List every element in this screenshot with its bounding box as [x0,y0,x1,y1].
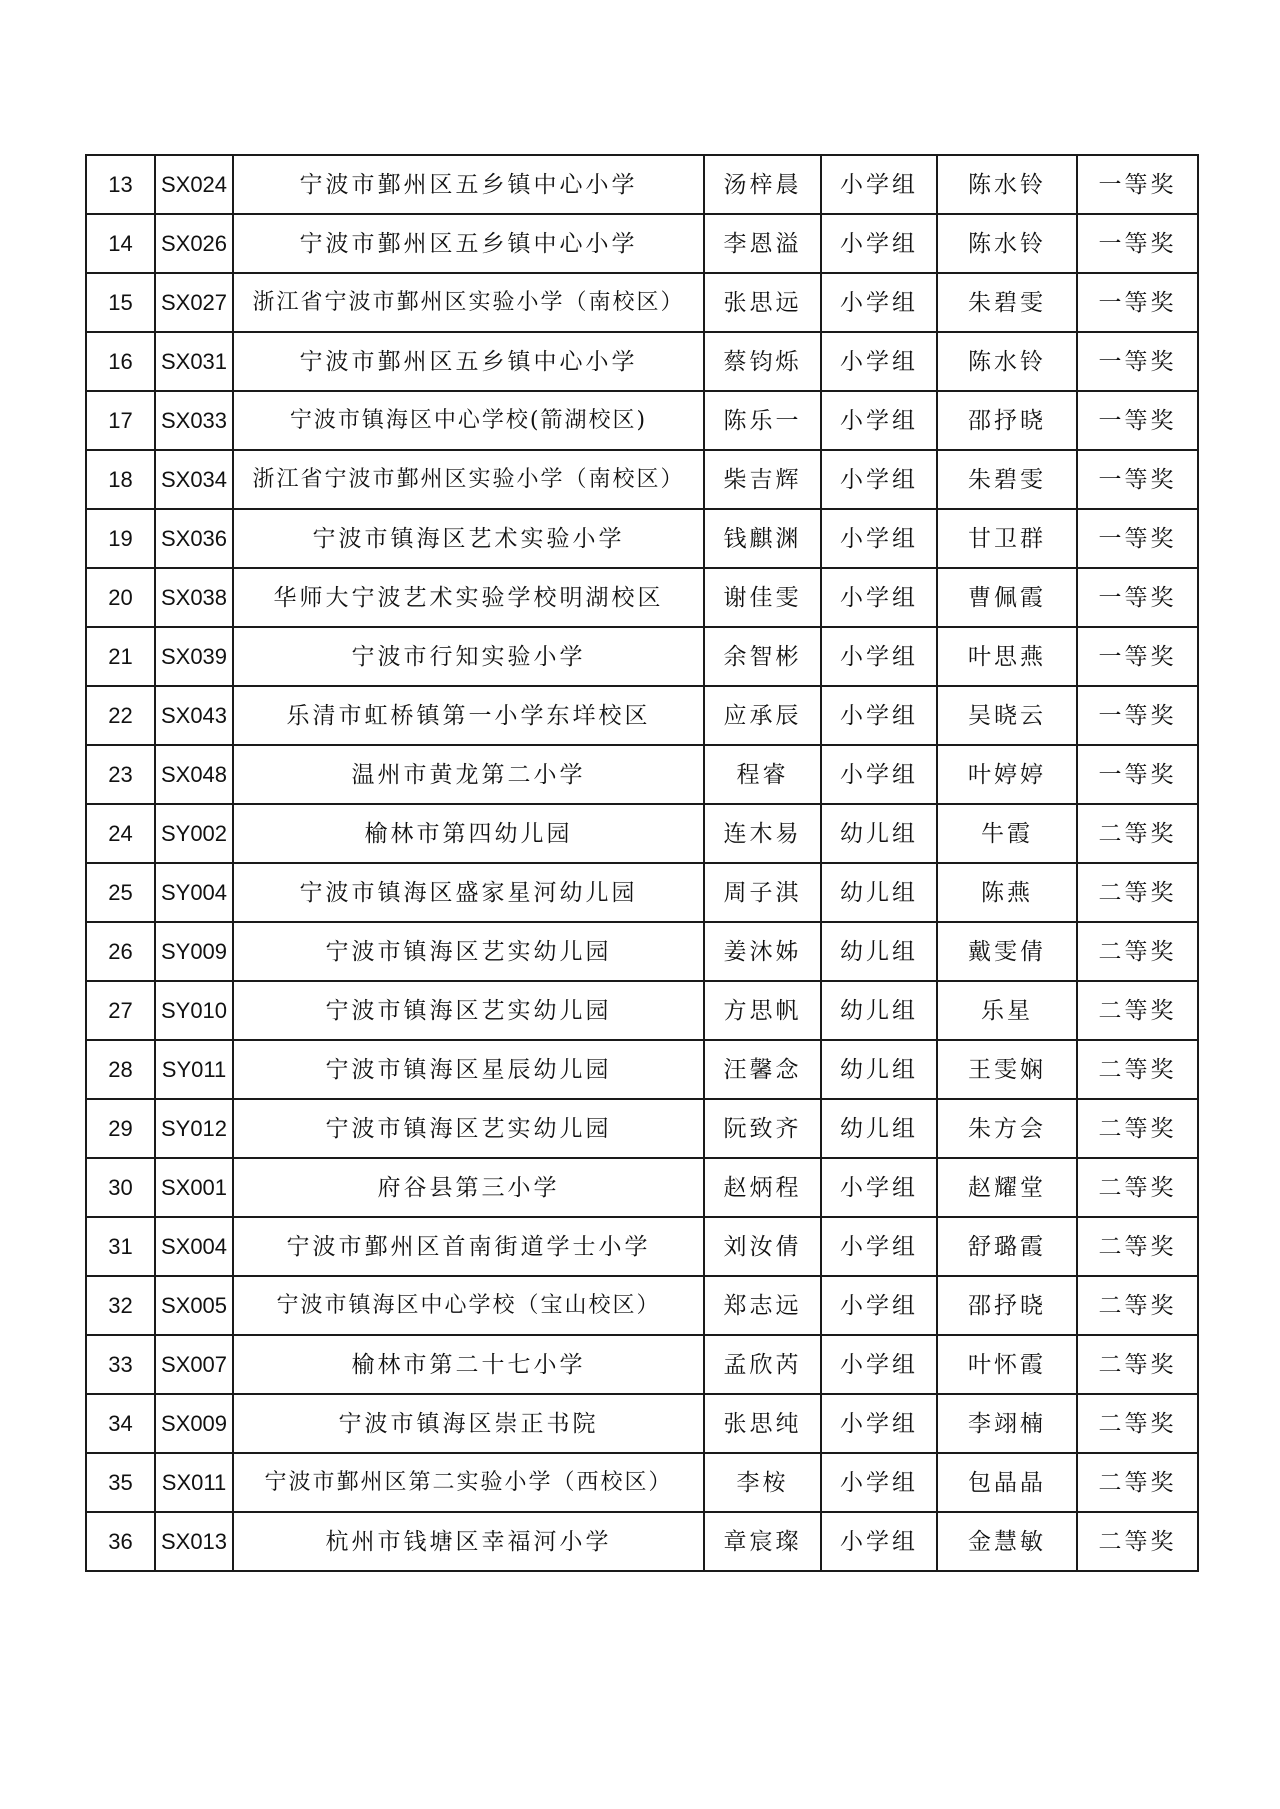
group-category-cell: 小学组 [821,1217,937,1276]
student-name-cell: 阮致齐 [704,1099,821,1158]
entry-id-cell: SY010 [155,981,233,1040]
award-level-cell: 一等奖 [1077,332,1198,391]
row-number-cell: 36 [86,1512,155,1571]
school-name-cell: 宁波市镇海区中心学校(箭湖校区) [233,391,704,450]
table-row [86,745,1198,804]
row-number-cell: 26 [86,922,155,981]
award-level-cell: 二等奖 [1077,804,1198,863]
teacher-name-cell: 李翊楠 [937,1394,1077,1453]
school-name-cell: 杭州市钱塘区幸福河小学 [233,1512,704,1571]
group-category-cell: 小学组 [821,155,937,214]
student-name-cell: 李桉 [704,1453,821,1512]
student-name-cell: 应承辰 [704,686,821,745]
award-level-cell: 一等奖 [1077,155,1198,214]
student-name-cell: 汤梓晨 [704,155,821,214]
group-category-cell: 小学组 [821,391,937,450]
entry-id-cell: SX038 [155,568,233,627]
table-row [86,1394,1198,1453]
table-row [86,804,1198,863]
school-name-cell: 华师大宁波艺术实验学校明湖校区 [233,568,704,627]
award-level-cell: 一等奖 [1077,568,1198,627]
entry-id-cell: SX013 [155,1512,233,1571]
school-name-cell: 宁波市鄞州区第二实验小学（西校区） [233,1453,704,1512]
row-number-cell: 14 [86,214,155,273]
entry-id-cell: SX011 [155,1453,233,1512]
table-row [86,1512,1198,1571]
table-row [86,391,1198,450]
teacher-name-cell: 赵耀堂 [937,1158,1077,1217]
teacher-name-cell: 王雯娴 [937,1040,1077,1099]
school-name-cell: 宁波市镇海区艺实幼儿园 [233,1099,704,1158]
award-level-cell: 二等奖 [1077,1158,1198,1217]
entry-id-cell: SY009 [155,922,233,981]
table-row [86,1099,1198,1158]
table-row [86,450,1198,509]
award-level-cell: 一等奖 [1077,273,1198,332]
entry-id-cell: SX026 [155,214,233,273]
table-row [86,627,1198,686]
award-level-cell: 二等奖 [1077,863,1198,922]
student-name-cell: 姜沐姊 [704,922,821,981]
group-category-cell: 小学组 [821,745,937,804]
row-number-cell: 20 [86,568,155,627]
student-name-cell: 钱麒渊 [704,509,821,568]
school-name-cell: 府谷县第三小学 [233,1158,704,1217]
award-level-cell: 二等奖 [1077,1276,1198,1335]
teacher-name-cell: 邵抒晓 [937,391,1077,450]
group-category-cell: 小学组 [821,332,937,391]
table-row [86,509,1198,568]
school-name-cell: 浙江省宁波市鄞州区实验小学（南校区） [233,450,704,509]
group-category-cell: 小学组 [821,450,937,509]
table-row [86,1217,1198,1276]
teacher-name-cell: 叶怀霞 [937,1335,1077,1394]
award-level-cell: 二等奖 [1077,1217,1198,1276]
table-row [86,568,1198,627]
row-number-cell: 13 [86,155,155,214]
group-category-cell: 小学组 [821,273,937,332]
group-category-cell: 小学组 [821,214,937,273]
student-name-cell: 张思远 [704,273,821,332]
entry-id-cell: SY011 [155,1040,233,1099]
teacher-name-cell: 吴晓云 [937,686,1077,745]
student-name-cell: 谢佳雯 [704,568,821,627]
entry-id-cell: SY002 [155,804,233,863]
table-row [86,1040,1198,1099]
award-level-cell: 二等奖 [1077,1335,1198,1394]
student-name-cell: 柴吉辉 [704,450,821,509]
row-number-cell: 18 [86,450,155,509]
group-category-cell: 幼儿组 [821,863,937,922]
award-level-cell: 一等奖 [1077,450,1198,509]
award-table-body [86,155,1198,1571]
group-category-cell: 小学组 [821,1158,937,1217]
group-category-cell: 小学组 [821,627,937,686]
school-name-cell: 温州市黄龙第二小学 [233,745,704,804]
teacher-name-cell: 陈水铃 [937,214,1077,273]
teacher-name-cell: 朱碧雯 [937,273,1077,332]
student-name-cell: 章宸璨 [704,1512,821,1571]
teacher-name-cell: 曹佩霞 [937,568,1077,627]
school-name-cell: 宁波市鄞州区五乡镇中心小学 [233,332,704,391]
group-category-cell: 小学组 [821,1394,937,1453]
group-category-cell: 幼儿组 [821,981,937,1040]
award-level-cell: 一等奖 [1077,391,1198,450]
award-level-cell: 一等奖 [1077,214,1198,273]
entry-id-cell: SX031 [155,332,233,391]
school-name-cell: 宁波市镇海区艺实幼儿园 [233,981,704,1040]
award-level-cell: 二等奖 [1077,1453,1198,1512]
group-category-cell: 小学组 [821,1453,937,1512]
teacher-name-cell: 舒璐霞 [937,1217,1077,1276]
student-name-cell: 程睿 [704,745,821,804]
row-number-cell: 28 [86,1040,155,1099]
entry-id-cell: SX039 [155,627,233,686]
school-name-cell: 宁波市镇海区盛家星河幼儿园 [233,863,704,922]
student-name-cell: 余智彬 [704,627,821,686]
row-number-cell: 27 [86,981,155,1040]
award-table [85,154,1199,1572]
teacher-name-cell: 陈水铃 [937,155,1077,214]
award-level-cell: 一等奖 [1077,509,1198,568]
group-category-cell: 幼儿组 [821,922,937,981]
school-name-cell: 宁波市镇海区艺术实验小学 [233,509,704,568]
award-level-cell: 一等奖 [1077,745,1198,804]
row-number-cell: 31 [86,1217,155,1276]
table-row [86,214,1198,273]
row-number-cell: 16 [86,332,155,391]
school-name-cell: 宁波市行知实验小学 [233,627,704,686]
row-number-cell: 29 [86,1099,155,1158]
row-number-cell: 24 [86,804,155,863]
teacher-name-cell: 陈水铃 [937,332,1077,391]
entry-id-cell: SX036 [155,509,233,568]
table-row [86,1158,1198,1217]
student-name-cell: 李恩溢 [704,214,821,273]
student-name-cell: 刘汝倩 [704,1217,821,1276]
row-number-cell: 15 [86,273,155,332]
group-category-cell: 幼儿组 [821,1040,937,1099]
row-number-cell: 23 [86,745,155,804]
award-level-cell: 二等奖 [1077,1512,1198,1571]
row-number-cell: 17 [86,391,155,450]
entry-id-cell: SX043 [155,686,233,745]
award-level-cell: 二等奖 [1077,922,1198,981]
school-name-cell: 宁波市鄞州区首南街道学士小学 [233,1217,704,1276]
table-row [86,922,1198,981]
award-level-cell: 一等奖 [1077,627,1198,686]
entry-id-cell: SX033 [155,391,233,450]
table-row [86,1453,1198,1512]
teacher-name-cell: 叶思燕 [937,627,1077,686]
school-name-cell: 宁波市镇海区中心学校（宝山校区） [233,1276,704,1335]
award-level-cell: 二等奖 [1077,1099,1198,1158]
student-name-cell: 张思纯 [704,1394,821,1453]
table-row [86,686,1198,745]
entry-id-cell: SX009 [155,1394,233,1453]
school-name-cell: 宁波市鄞州区五乡镇中心小学 [233,155,704,214]
student-name-cell: 连木易 [704,804,821,863]
award-level-cell: 二等奖 [1077,1394,1198,1453]
group-category-cell: 小学组 [821,686,937,745]
school-name-cell: 宁波市镇海区艺实幼儿园 [233,922,704,981]
entry-id-cell: SX048 [155,745,233,804]
school-name-cell: 榆林市第四幼儿园 [233,804,704,863]
teacher-name-cell: 戴雯倩 [937,922,1077,981]
entry-id-cell: SX007 [155,1335,233,1394]
row-number-cell: 22 [86,686,155,745]
teacher-name-cell: 朱方会 [937,1099,1077,1158]
entry-id-cell: SX027 [155,273,233,332]
table-row [86,981,1198,1040]
school-name-cell: 宁波市鄞州区五乡镇中心小学 [233,214,704,273]
table-row [86,155,1198,214]
row-number-cell: 35 [86,1453,155,1512]
entry-id-cell: SX005 [155,1276,233,1335]
table-row [86,1276,1198,1335]
group-category-cell: 小学组 [821,568,937,627]
entry-id-cell: SX004 [155,1217,233,1276]
student-name-cell: 赵炳程 [704,1158,821,1217]
row-number-cell: 33 [86,1335,155,1394]
table-row [86,1335,1198,1394]
group-category-cell: 小学组 [821,1276,937,1335]
teacher-name-cell: 邵抒晓 [937,1276,1077,1335]
teacher-name-cell: 甘卫群 [937,509,1077,568]
row-number-cell: 21 [86,627,155,686]
group-category-cell: 小学组 [821,1512,937,1571]
row-number-cell: 19 [86,509,155,568]
school-name-cell: 榆林市第二十七小学 [233,1335,704,1394]
table-row [86,332,1198,391]
student-name-cell: 方思帆 [704,981,821,1040]
student-name-cell: 陈乐一 [704,391,821,450]
row-number-cell: 30 [86,1158,155,1217]
group-category-cell: 小学组 [821,1335,937,1394]
teacher-name-cell: 朱碧雯 [937,450,1077,509]
teacher-name-cell: 叶婷婷 [937,745,1077,804]
entry-id-cell: SX001 [155,1158,233,1217]
award-level-cell: 二等奖 [1077,1040,1198,1099]
student-name-cell: 孟欣芮 [704,1335,821,1394]
table-row [86,273,1198,332]
group-category-cell: 幼儿组 [821,1099,937,1158]
teacher-name-cell: 包晶晶 [937,1453,1077,1512]
group-category-cell: 幼儿组 [821,804,937,863]
teacher-name-cell: 金慧敏 [937,1512,1077,1571]
row-number-cell: 32 [86,1276,155,1335]
entry-id-cell: SX024 [155,155,233,214]
school-name-cell: 宁波市镇海区崇正书院 [233,1394,704,1453]
student-name-cell: 蔡钧烁 [704,332,821,391]
student-name-cell: 郑志远 [704,1276,821,1335]
student-name-cell: 汪馨念 [704,1040,821,1099]
entry-id-cell: SY012 [155,1099,233,1158]
teacher-name-cell: 乐星 [937,981,1077,1040]
school-name-cell: 浙江省宁波市鄞州区实验小学（南校区） [233,273,704,332]
award-level-cell: 二等奖 [1077,981,1198,1040]
teacher-name-cell: 牛霞 [937,804,1077,863]
row-number-cell: 25 [86,863,155,922]
row-number-cell: 34 [86,1394,155,1453]
student-name-cell: 周子淇 [704,863,821,922]
school-name-cell: 宁波市镇海区星辰幼儿园 [233,1040,704,1099]
entry-id-cell: SY004 [155,863,233,922]
teacher-name-cell: 陈燕 [937,863,1077,922]
group-category-cell: 小学组 [821,509,937,568]
table-row [86,863,1198,922]
entry-id-cell: SX034 [155,450,233,509]
school-name-cell: 乐清市虹桥镇第一小学东垟校区 [233,686,704,745]
award-level-cell: 一等奖 [1077,686,1198,745]
